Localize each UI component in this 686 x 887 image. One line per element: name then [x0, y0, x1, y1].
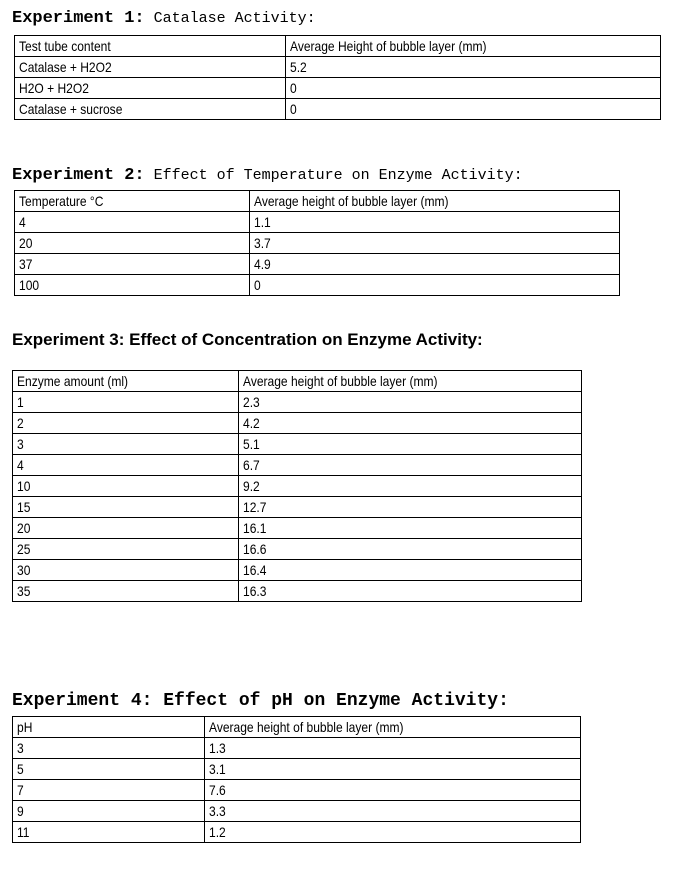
table-cell: 15	[17, 499, 31, 515]
table-header-cell: pH	[17, 719, 33, 735]
table-cell: 3.7	[254, 235, 271, 251]
table-row	[15, 254, 620, 275]
table-header-cell: Average height of bubble layer (mm)	[209, 719, 404, 735]
table-cell: 4.9	[254, 256, 271, 272]
table-cell: 0	[290, 101, 297, 117]
experiment-4-table	[12, 716, 581, 843]
experiment-2-title-rest: Effect of Temperature on Enzyme Activity:	[144, 167, 523, 184]
table-cell: 5.1	[243, 436, 260, 452]
table-row	[15, 57, 661, 78]
table-row	[15, 212, 620, 233]
table-row	[13, 560, 582, 581]
table-header-row	[13, 371, 582, 392]
table-cell: 1.3	[209, 740, 226, 756]
table-cell: 4	[19, 214, 26, 230]
table-header-cell: Enzyme amount (ml)	[17, 373, 129, 389]
table-cell: 1.1	[254, 214, 271, 230]
table-cell: 0	[290, 80, 297, 96]
table-row	[13, 581, 582, 602]
table-row	[15, 99, 661, 120]
table-cell: 3	[17, 436, 24, 452]
table-row	[13, 801, 581, 822]
experiment-2-title-bold: Experiment 2:	[12, 166, 145, 185]
table-cell: 3.1	[209, 761, 226, 777]
table-header-cell: Test tube content	[19, 38, 111, 54]
table-cell: 30	[17, 562, 31, 578]
table-header-row	[15, 191, 620, 212]
table-row	[13, 518, 582, 539]
table-cell: 35	[17, 583, 31, 599]
table-row	[13, 738, 581, 759]
table-cell: 1	[17, 394, 24, 410]
experiment-3-title: Experiment 3: Effect of Concentration on Enzyme Activity:	[12, 330, 483, 349]
table-cell: 20	[19, 235, 33, 251]
table-cell: Catalase + H2O2	[19, 59, 112, 75]
table-cell: 16.6	[243, 541, 267, 557]
table-cell: Catalase + sucrose	[19, 101, 123, 117]
table-cell: 12.7	[243, 499, 267, 515]
table-cell: 9.2	[243, 478, 260, 494]
table-cell: 100	[19, 277, 40, 293]
table-row	[13, 539, 582, 560]
table-row	[15, 275, 620, 296]
table-cell: 10	[17, 478, 31, 494]
table-cell: 16.4	[243, 562, 267, 578]
table-row	[13, 434, 582, 455]
table-cell: 2.3	[243, 394, 260, 410]
table-cell: 1.2	[209, 824, 226, 840]
table-header-row	[13, 717, 581, 738]
table-row	[15, 78, 661, 99]
table-row	[13, 780, 581, 801]
table-row	[15, 233, 620, 254]
table-cell: 9	[17, 803, 24, 819]
table-cell: 16.1	[243, 520, 267, 536]
table-row	[13, 822, 581, 843]
experiment-1-title-rest: Catalase Activity:	[144, 10, 316, 27]
table-cell: 16.3	[243, 583, 267, 599]
table-cell: 5	[17, 761, 24, 777]
table-cell: 3	[17, 740, 24, 756]
table-cell: 11	[17, 824, 30, 840]
table-cell: 7.6	[209, 782, 226, 798]
table-row	[13, 476, 582, 497]
table-header-cell: Average Height of bubble layer (mm)	[290, 38, 487, 54]
experiment-4-title-bold: Experiment 4: Effect of pH on Enzyme Activity:	[12, 691, 509, 711]
table-cell: 37	[19, 256, 33, 272]
experiment-2-title	[12, 167, 523, 184]
table-header-cell: Temperature °C	[19, 193, 104, 209]
table-cell: 4	[17, 457, 24, 473]
experiment-4-title	[12, 692, 509, 710]
table-cell: 7	[17, 782, 24, 798]
table-cell: 4.2	[243, 415, 260, 431]
table-cell: 2	[17, 415, 24, 431]
table-row	[13, 455, 582, 476]
table-cell: 25	[17, 541, 31, 557]
table-cell: 20	[17, 520, 31, 536]
experiment-2-table	[14, 190, 620, 296]
table-header-cell: Average height of bubble layer (mm)	[243, 373, 438, 389]
table-row	[13, 497, 582, 518]
experiment-3-table	[12, 370, 582, 602]
experiment-1-title-bold: Experiment 1:	[12, 9, 145, 28]
table-header-cell: Average height of bubble layer (mm)	[254, 193, 449, 209]
table-cell: H2O + H2O2	[19, 80, 89, 96]
table-cell: 3.3	[209, 803, 226, 819]
table-cell: 5.2	[290, 59, 307, 75]
table-row	[13, 759, 581, 780]
table-row	[13, 392, 582, 413]
table-header-row	[15, 36, 661, 57]
experiment-1-title	[12, 10, 316, 27]
table-cell: 0	[254, 277, 261, 293]
table-row	[13, 413, 582, 434]
experiment-1-table	[14, 35, 661, 120]
table-cell: 6.7	[243, 457, 260, 473]
